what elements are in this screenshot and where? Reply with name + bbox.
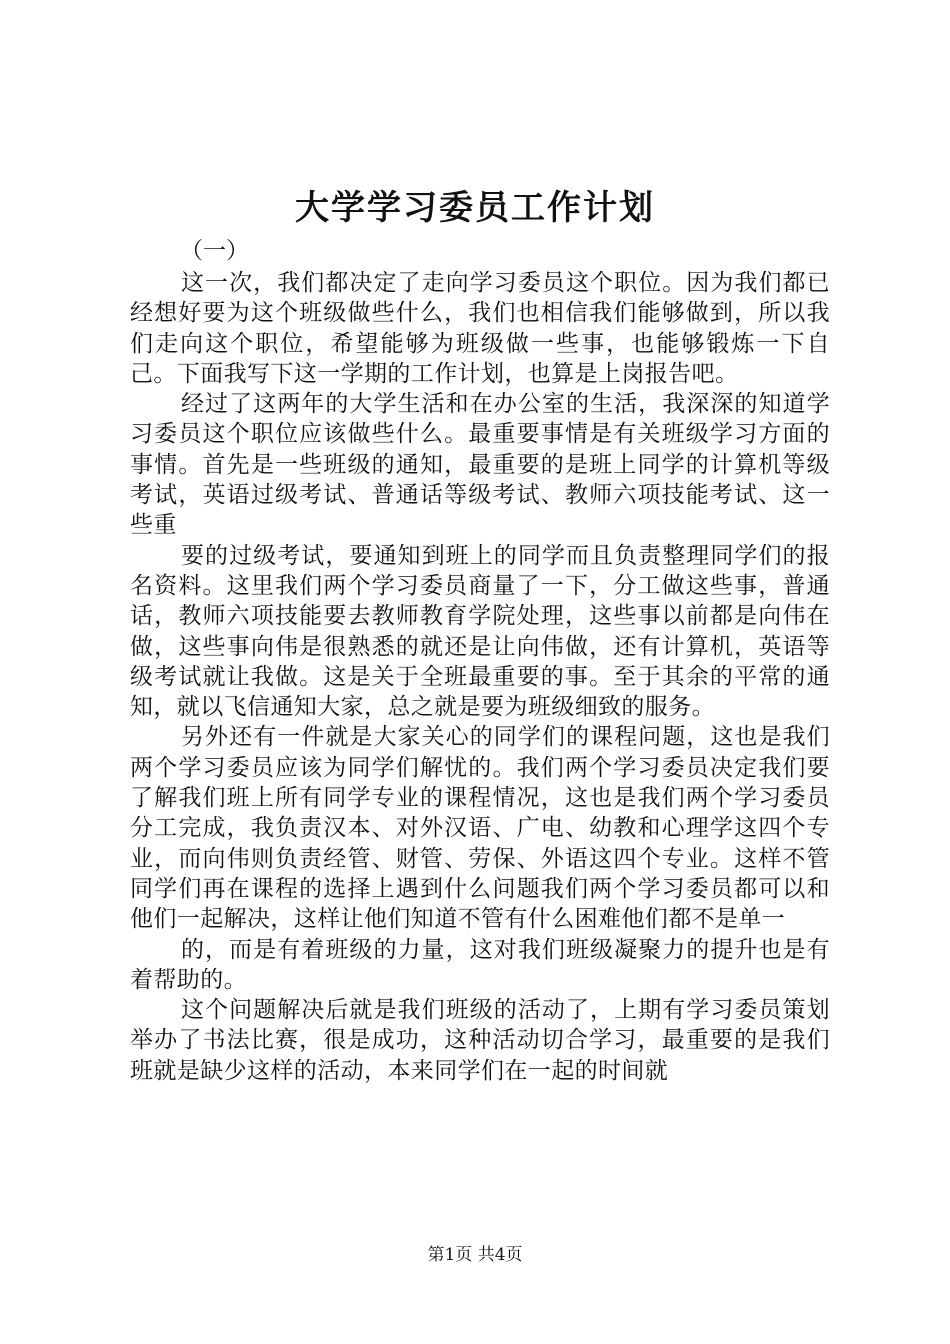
paragraph: 的，而是有着班级的力量，这对我们班级凝聚力的提升也是有着帮助的。 [130,936,830,993]
paragraph: 这个问题解决后就是我们班级的活动了，上期有学习委员策划举办了书法比赛，很是成功，这种活动切合学习，最重要的是我们班就是缺少这样的活动，本来同学们在一起的时间就 [130,997,830,1084]
paragraph: 这一次，我们都决定了走向学习委员这个职位。因为我们都已经想好要为这个班级做些什么，我们也相信我们能够做到，所以我们走向这个职位，希望能够为班级做一些事，也能够锻炼一下自己。下面我写下这一学期的工作计划，也算是上岗报告吧。 [130,270,830,387]
section-label: （一） [180,238,249,264]
document-body [130,236,830,1086]
paragraph: 另外还有一件就是大家关心的同学们的课程问题，这也是我们两个学习委员应该为同学们解忧的。我们两个学习委员决定我们要了解我们班上所有同学专业的课程情况，这也是我们两个学习委员分工完成，我负责汉本、对外汉语、广电、幼教和心理学这四个专业，而向伟则负责经管、财管、劳保、外语这四个专业。这样不管同学们再在课程的选择上遇到什么问题我们两个学习委员都可以和他们一起解决，这样让他们知道不管有什么困难他们都不是单一 [130,724,830,933]
page-footer: 第1页 共4页 [427,1245,523,1265]
document-title: 大学学习委员工作计划 [295,188,655,228]
paragraph: 经过了这两年的大学生活和在办公室的生活，我深深的知道学习委员这个职位应该做些什么。最重要事情是有关班级学习方面的事情。首先是一些班级的通知，最重要的是班上同学的计算机等级考试，英语过级考试、普通话等级考试、教师六项技能考试、这一些重 [130,391,830,539]
paragraph: 要的过级考试，要通知到班上的同学而且负责整理同学们的报名资料。这里我们两个学习委员商量了一下，分工做这些事，普通话，教师六项技能要去教师教育学院处理，这些事以前都是向伟在做，这些事向伟是很熟悉的就还是让向伟做，还有计算机，英语等级考试就让我做。这是关于全班最重要的事。至于其余的平常的通知，就以飞信通知大家，总之就是要为班级细致的服务。 [130,542,830,721]
